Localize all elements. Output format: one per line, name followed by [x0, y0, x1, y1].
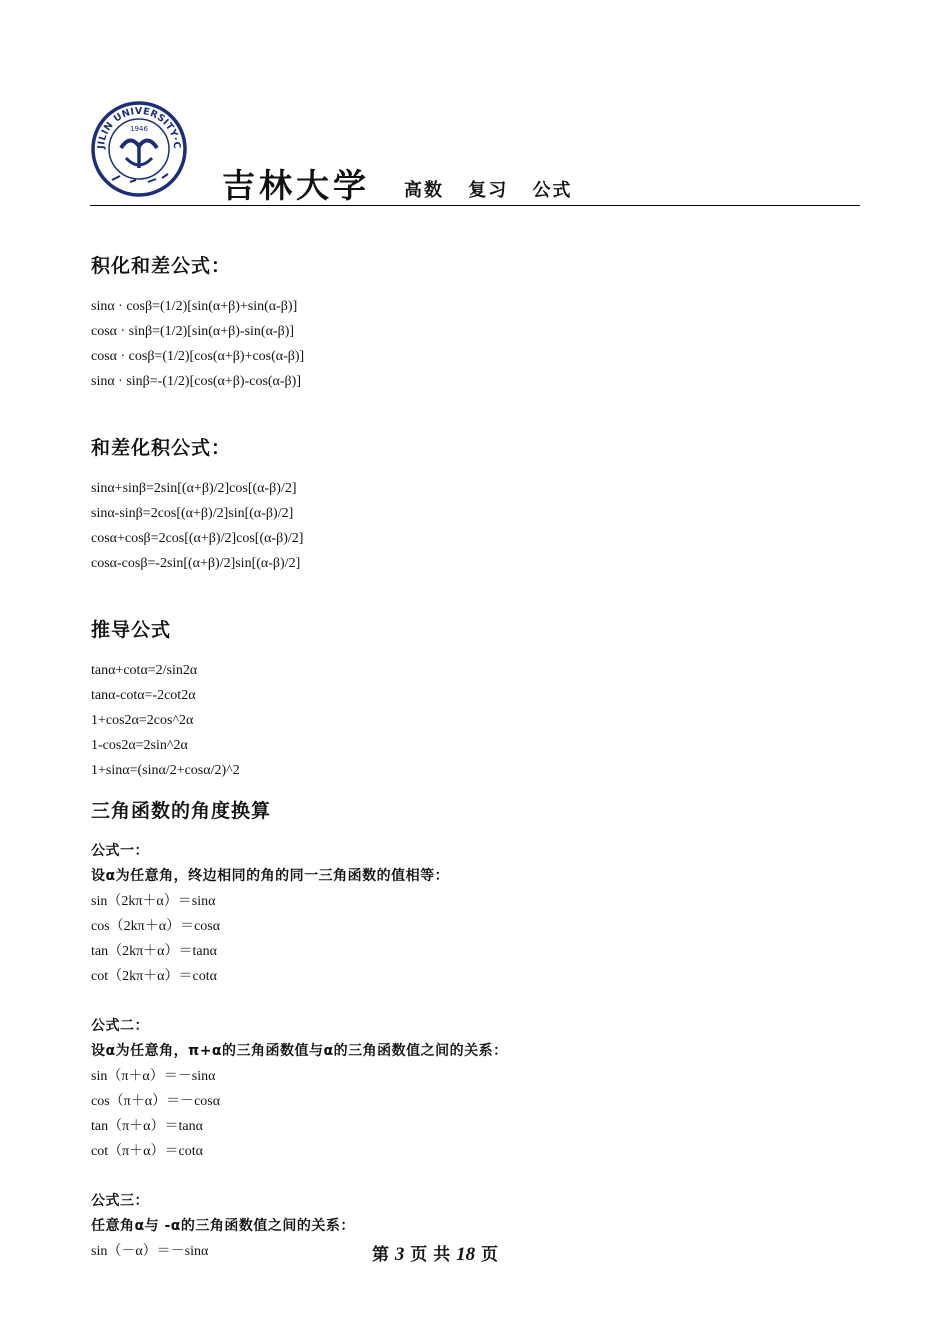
formula-line: cosα-cosβ=-2sin[(α+β)/2]sin[(α-β)/2]	[91, 556, 301, 571]
formula-line: sin（π＋α）＝－sinα	[91, 1069, 216, 1084]
formula-line: cot（2kπ＋α）＝cotα	[91, 969, 217, 984]
section-heading-angle-conversion: 三角函数的角度换算	[91, 800, 272, 822]
formula-group-description: 设α为任意角，π+α的三角函数值与α的三角函数值之间的关系：	[91, 1043, 508, 1059]
formula-line: 1-cos2α=2sin^2α	[91, 738, 188, 753]
section-heading-product-to-sum: 积化和差公式：	[91, 255, 232, 277]
formula-line: cosα · cosβ=(1/2)[cos(α+β)+cos(α-β)]	[91, 349, 305, 364]
header-divider	[90, 205, 860, 206]
university-name: 吉林大学	[222, 166, 370, 205]
page-footer	[0, 1240, 870, 1266]
section-heading-sum-to-product: 和差化积公式：	[91, 437, 232, 459]
formula-line: sin（2kπ＋α）＝sinα	[91, 894, 216, 909]
seal-year: 1946	[130, 125, 148, 133]
formula-line: sinα · sinβ=-(1/2)[cos(α+β)-cos(α-β)]	[91, 374, 301, 389]
formula-line: cot（π＋α）＝cotα	[91, 1144, 203, 1159]
formula-line: cos（2kπ＋α）＝cosα	[91, 919, 221, 934]
formula-group-title: 公式二：	[91, 1018, 149, 1034]
formula-group-title: 公式一：	[91, 843, 149, 859]
seal-lettering: JILIN UNIVERSITY·C	[95, 105, 183, 150]
formula-line: tan（π＋α）＝tanα	[91, 1119, 203, 1134]
page-current: 3	[394, 1244, 405, 1265]
formula-line: 1+sinα=(sinα/2+cosα/2)^2	[91, 763, 240, 778]
section-heading-derived: 推导公式	[91, 619, 172, 641]
formula-line: cosα+cosβ=2cos[(α+β)/2]cos[(α-β)/2]	[91, 531, 304, 546]
formula-line: sinα+sinβ=2sin[(α+β)/2]cos[(α-β)/2]	[91, 481, 297, 496]
formula-group-title: 公式三：	[91, 1193, 149, 1209]
formula-line: sin（－α）＝－sinα	[91, 1244, 209, 1259]
formula-line: cos（π＋α）＝－cosα	[91, 1094, 221, 1109]
document-body	[91, 250, 861, 1264]
formula-line: sinα · cosβ=(1/2)[sin(α+β)+sin(α-β)]	[91, 299, 298, 314]
page-label-mid: 页 共	[410, 1245, 451, 1265]
formula-line: sinα-sinβ=2cos[(α+β)/2]sin[(α-β)/2]	[91, 506, 294, 521]
formula-line: tanα+cotα=2/sin2α	[91, 663, 198, 678]
formula-line: cosα · sinβ=(1/2)[sin(α+β)-sin(α-β)]	[91, 324, 295, 339]
formula-group-description: 设α为任意角，终边相同的角的同一三角函数的值相等：	[91, 868, 450, 884]
university-seal-logo	[90, 100, 188, 198]
formula-line: tan（2kπ＋α）＝tanα	[91, 944, 217, 959]
page-total: 18	[456, 1244, 476, 1265]
formula-line: 1+cos2α=2cos^2α	[91, 713, 194, 728]
formula-line: tanα-cotα=-2cot2α	[91, 688, 196, 703]
formula-group-description: 任意角α与 -α的三角函数值之间的关系：	[91, 1218, 355, 1234]
page-label-pre: 第	[371, 1245, 389, 1265]
document-subtitle: 高数 复习 公式	[404, 180, 573, 201]
page-label-post: 页	[481, 1245, 499, 1265]
